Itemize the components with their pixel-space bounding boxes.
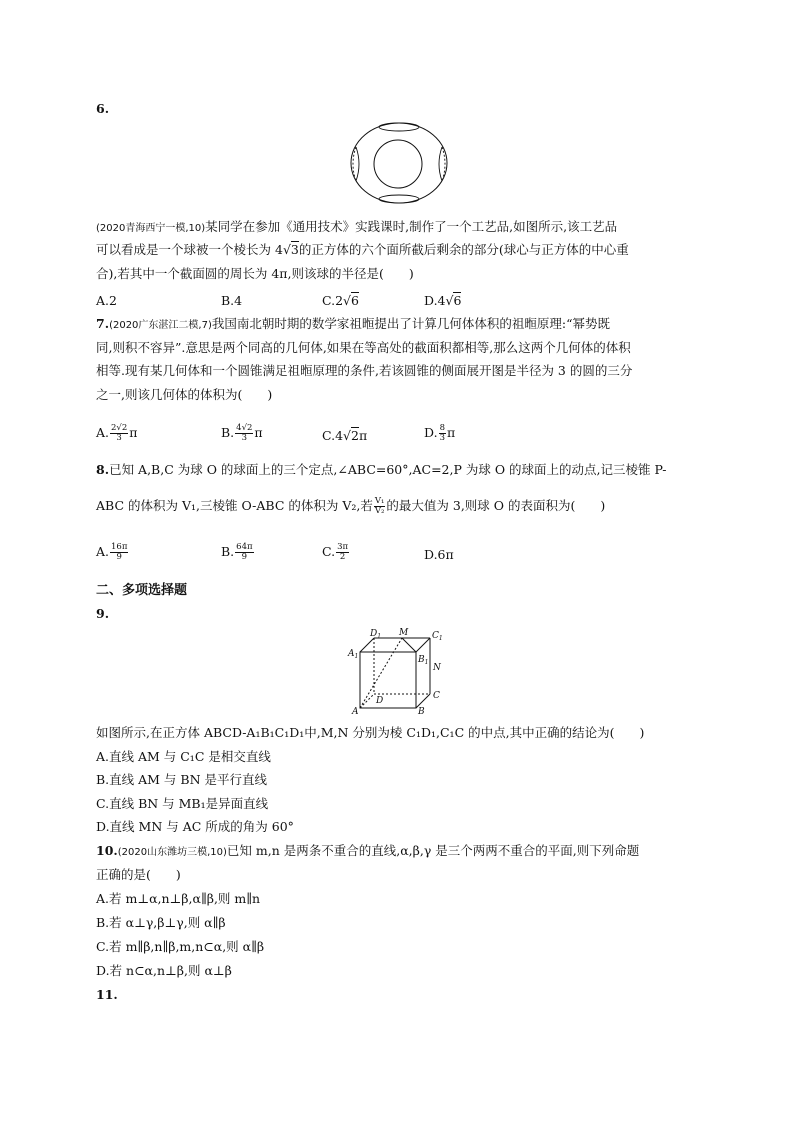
q7-option-c	[322, 428, 367, 444]
fraction-denominator: 3	[241, 433, 247, 443]
q7-option-c-root: 2	[351, 428, 359, 443]
label-D1: $D_1$	[370, 629, 382, 640]
q6-option-c-root: 6	[351, 293, 359, 308]
q9-number: 9.	[96, 606, 110, 621]
q8-line1	[96, 462, 666, 478]
q9-option-d: D.直线 MN 与 AC 所成的角为 60°	[96, 819, 294, 834]
q8-line2	[96, 497, 605, 516]
q6-line1-text: 某同学在参加《通用技术》实践课时,制作了一个工艺品,如图所示,该工艺品	[205, 219, 618, 234]
fraction-numerator: V₁	[374, 496, 385, 506]
q6-line1	[96, 219, 617, 237]
q7-option-d-fraction	[439, 424, 446, 443]
q9-option-b: B.直线 AM 与 BN 是平行直线	[96, 772, 268, 787]
fraction-denominator: 2	[339, 552, 346, 562]
q7-option-b-pre: B.	[221, 425, 235, 440]
q10-source: (2020山东潍坊三模,10)	[117, 847, 227, 858]
sqrt-sign: √	[282, 242, 291, 257]
q7-line4: 之一,则该几何体的体积为( )	[96, 387, 273, 402]
q6-option-d-pre: D.4	[424, 293, 446, 308]
q6-option-c-pre: C.2	[322, 293, 344, 308]
fraction-denominator: 9	[241, 552, 248, 562]
q7-source: (2020广东湛江二模,7)	[109, 320, 212, 331]
fraction-denominator: 9	[116, 552, 122, 562]
q7-line2: 同,则积不容异”.意思是两个同高的几何体,如果在等高处的截面积都相等,那么这两个几何体的体积	[96, 340, 631, 355]
label-N: N	[433, 663, 441, 673]
q7-number: 7.	[96, 316, 110, 331]
q9-option-a: A.直线 AM 与 C₁C 是相交直线	[96, 749, 271, 764]
q6-figure	[348, 120, 450, 206]
q7-line1	[96, 316, 610, 334]
fraction-numerator: 3π	[337, 542, 349, 552]
section-heading: 二、多项选择题	[96, 583, 188, 598]
fraction-numerator: 64π	[236, 542, 253, 552]
q7-option-c-pi: π	[358, 428, 368, 443]
label-A: A	[352, 707, 359, 716]
q6-option-a: A.2	[96, 293, 117, 308]
q7-option-a-fraction	[110, 424, 128, 443]
q7-option-a	[96, 424, 137, 443]
fraction-denominator: 3	[439, 433, 445, 443]
q11-number: 11.	[96, 987, 118, 1002]
q10-line2: 正确的是( )	[96, 867, 181, 882]
q7-option-a-pre: A.	[96, 425, 110, 440]
fraction-numerator: 4√2	[236, 423, 253, 433]
q7-line3: 相等.现有某几何体和一个圆锥满足祖暅原理的条件,若该圆锥的侧面展开图是半径为 3 的圆的三分	[96, 363, 633, 378]
fraction-numerator: 2√2	[111, 423, 128, 433]
q10-option-d: D.若 n⊂α,n⊥β,则 α⊥β	[96, 963, 232, 978]
label-C: C	[433, 691, 440, 701]
q6-option-c	[322, 293, 359, 309]
q7-option-b-pi: π	[254, 425, 263, 440]
q7-option-c-pre: C.4	[322, 428, 344, 443]
q8-option-b-fraction	[235, 543, 253, 562]
q7-option-d	[424, 424, 455, 443]
q7-option-a-pi: π	[129, 425, 138, 440]
q8-line1-text: 已知 A,B,C 为球 O 的球面上的三个定点,∠ABC=60°,AC=2,P 为球 O 的球面上的动点,记三棱锥 P-	[109, 462, 667, 477]
q10-option-b: B.若 α⊥γ,β⊥γ,则 α∥β	[96, 915, 226, 930]
q7-option-b-fraction	[235, 424, 253, 443]
q9-stem: 如图所示,在正方体 ABCD-A₁B₁C₁D₁中,M,N 分别为棱 C₁D₁,C₁C 的中点,其中正确的结论为( )	[96, 725, 645, 740]
q7-line1-text: 我国南北朝时期的数学家祖暅提出了计算几何体体积的祖暅原理:“幂势既	[211, 316, 610, 331]
q7-option-d-pre: D.	[424, 425, 438, 440]
q8-line2a: ABC 的体积为 V₁,三棱锥 O-ABC 的体积为 V₂,若	[96, 498, 373, 513]
q8-option-a-pre: A.	[96, 544, 110, 559]
q7-option-d-pi: π	[446, 425, 456, 440]
fraction-denominator: V₂	[374, 506, 385, 516]
q6-option-d-root: 6	[453, 293, 462, 308]
q8-option-b	[221, 543, 255, 562]
q8-number: 8.	[96, 462, 110, 477]
q10-line1-text: 已知 m,n 是两条不重合的直线,α,β,γ 是三个两两不重合的平面,则下列命题	[226, 843, 640, 858]
q8-option-d: D.6π	[424, 547, 454, 562]
sqrt-sign: √	[343, 293, 352, 308]
sqrt-sign: √	[445, 293, 454, 308]
q7-option-b	[221, 424, 263, 443]
q8-option-a	[96, 543, 129, 562]
q8-option-c	[322, 543, 350, 562]
q8-line2b: 的最大值为 3,则球 O 的表面积为( )	[386, 498, 606, 513]
q6-option-d	[424, 293, 461, 309]
q6-number: 6.	[96, 101, 110, 116]
q10-option-a: A.若 m⊥α,n⊥β,α∥β,则 m∥n	[96, 891, 261, 906]
q6-line2a: 可以看成是一个球被一个棱长为 4	[96, 242, 283, 257]
q10-number: 10.	[96, 843, 118, 858]
label-A1: $A_1$	[348, 649, 359, 660]
q9-option-c: C.直线 BN 与 MB₁是异面直线	[96, 796, 269, 811]
q8-option-a-fraction	[110, 543, 128, 562]
label-C1: $C_1$	[432, 631, 443, 642]
q6-line3: 合),若其中一个截面圆的周长为 4π,则该球的半径是( )	[96, 266, 414, 281]
q6-option-b: B.4	[221, 293, 243, 308]
q8-option-b-pre: B.	[221, 544, 235, 559]
q10-option-c: C.若 m∥β,n∥β,m,n⊂α,则 α∥β	[96, 939, 265, 954]
q10-line1	[96, 843, 639, 861]
q6-root: 3	[290, 242, 299, 257]
q6-line2	[96, 242, 629, 258]
q8-option-c-fraction	[336, 543, 349, 562]
q9-cube-figure	[346, 626, 450, 716]
q6-line2b: 的正方体的六个面所截后剩余的部分(球心与正方体的中心重	[298, 242, 629, 257]
fraction-numerator: 8	[439, 423, 445, 433]
label-B1: $B_1$	[418, 655, 429, 666]
fraction-numerator: 16π	[111, 542, 128, 552]
fraction-denominator: 3	[116, 433, 122, 443]
sqrt-sign: √	[343, 428, 352, 443]
label-M: M	[399, 628, 409, 638]
label-D: D	[376, 696, 384, 706]
q6-source: (2020青海西宁一模,10)	[96, 223, 206, 234]
label-B: B	[418, 707, 425, 716]
q8-ratio-fraction	[374, 497, 386, 516]
q8-option-c-pre: C.	[322, 544, 336, 559]
